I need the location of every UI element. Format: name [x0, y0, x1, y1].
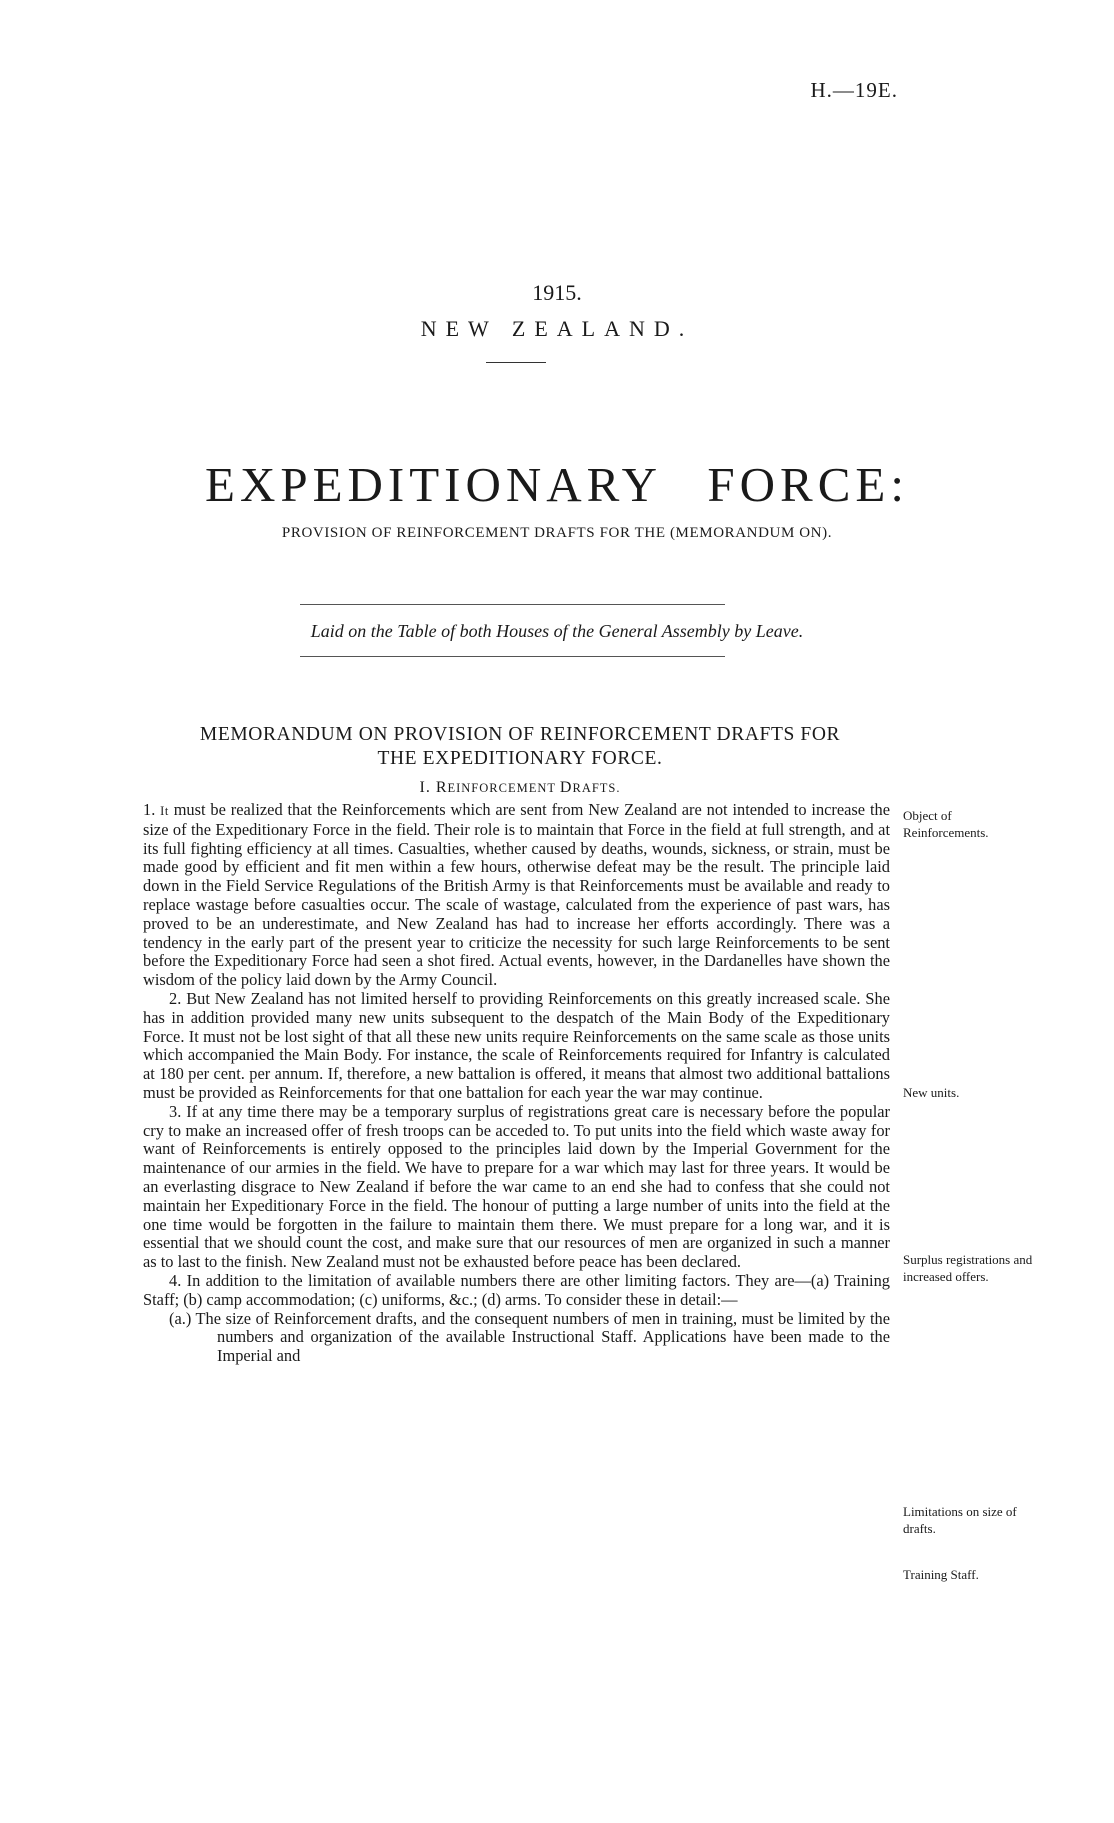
lead-word: It	[160, 804, 169, 818]
memo-heading-line: MEMORANDUM ON PROVISION OF REINFORCEMENT DRAFTS FOR	[199, 724, 841, 745]
paragraph-number: 1.	[143, 800, 156, 819]
section-title-initial: R	[435, 779, 448, 796]
document-reference: H.—19E.	[810, 78, 898, 102]
divider	[486, 362, 546, 363]
paragraph-1	[143, 801, 890, 990]
divider	[300, 656, 725, 657]
margin-note-surplus: Surplus registrations and increased offers.	[903, 1252, 1033, 1284]
margin-note-limitations: Limitations on size of drafts.	[903, 1504, 1017, 1536]
margin-note-object: Object of Reinforcements.	[903, 808, 989, 840]
country: NEW ZEALAND.	[420, 316, 694, 341]
subtitle: PROVISION OF REINFORCEMENT DRAFTS FOR THE (MEMORANDUM ON).	[281, 525, 833, 541]
margin-note-new-units: New units.	[903, 1085, 960, 1100]
memo-body	[143, 801, 890, 1366]
paragraph-4a: (a.) The size of Reinforcement drafts, and the consequent numbers of men in training, must be limited by the numbers and organization of the available Instructional Staff. Applications have been made to the Imperial and	[169, 1308, 890, 1366]
laid-note: Laid on the Table of both Houses of the General Assembly by Leave.	[310, 621, 804, 641]
section-title-initial: D	[559, 779, 573, 796]
margin-note-training-staff: Training Staff.	[903, 1567, 979, 1582]
section-title-part: EINFORCEMENT	[447, 781, 560, 795]
paragraph-2: 2. But New Zealand has not limited herself to providing Reinforcements on this greatly increased scale. She has in addition provided many new units subsequent to the despatch of the Main Body of the Expeditionary Force. It must not be lost sight of that all these new units require Reinforcements on the same scale as those units which accompanied the Main Body. For instance, the scale of Reinforcements required for Infantry is calculated at 180 per cent. per annum. If, therefore, a new battalion is offered, it means that almost two additional battalions must be provided as Reinforcements for that one battalion for each year the war may continue.	[143, 988, 890, 1102]
section-title-part: RAFTS.	[572, 781, 621, 795]
memo-heading-line: THE EXPEDITIONARY FORCE.	[377, 748, 663, 769]
section-number: I.	[419, 779, 431, 796]
paragraph-3: 3. If at any time there may be a temporary surplus of registrations great care is necessary before the popular cry to make an increased offer of fresh troops can be acceded to. To put units into the field which waste away for want of Reinforcements is entirely opposed to the principles laid down by the Imperial Government for the maintenance of our armies in the field. We have to prepare for a war which may last for three years. It would be an everlasting disgrace to New Zealand if before the war came to an end she had to confess that she could not maintain her Expeditionary Force in the field. The honour of putting a large number of units into the field at the one time would be forgotten in the failure to maintain them there. We must prepare for a long war, and it is essential that we should count the cost, and make sure that our resources of men are organized in such a manner as to last to the finish. New Zealand must not be exhausted before peace has been declared.	[143, 1101, 890, 1272]
paragraph-4: 4. In addition to the limitation of available numbers there are other limiting factors. They are—(a) Training Staff; (b) camp accommodation; (c) uniforms, &c.; (d) arms. To consider these in detail:—	[143, 1270, 890, 1309]
paragraph-text: must be realized that the Reinforcements which are sent from New Zealand are not intended to increase the size of the Expeditionary Force in the field. Their role is to maintain that Force in the field at full strength, and at its full fighting efficiency at all times. Casualties, whether caused by deaths, wounds, sickness, or strain, must be made good by efficient and fit men within a few hours, otherwise defeat may be the result. The principle laid down in the Field Service Regulations of the British Army is that Reinforcements must be available and ready to replace wastage before casualties occur. The scale of wastage, calculated from the experience of past wars, has proved to be an underestimate, and New Zealand has had to increase her efforts accordingly. There was a tendency in the early part of the present year to criticize the necessity for such large Reinforcements to be sent before the Expeditionary Force had seen a shot fired. Actual events, however, in the Dardanelles have shown the wisdom of the policy laid down by the Army Council.	[143, 800, 890, 990]
section-heading	[150, 779, 890, 797]
divider	[300, 604, 725, 605]
memo-heading	[150, 723, 890, 771]
year: 1915.	[532, 280, 582, 305]
main-title: EXPEDITIONARY FORCE:	[205, 457, 909, 512]
